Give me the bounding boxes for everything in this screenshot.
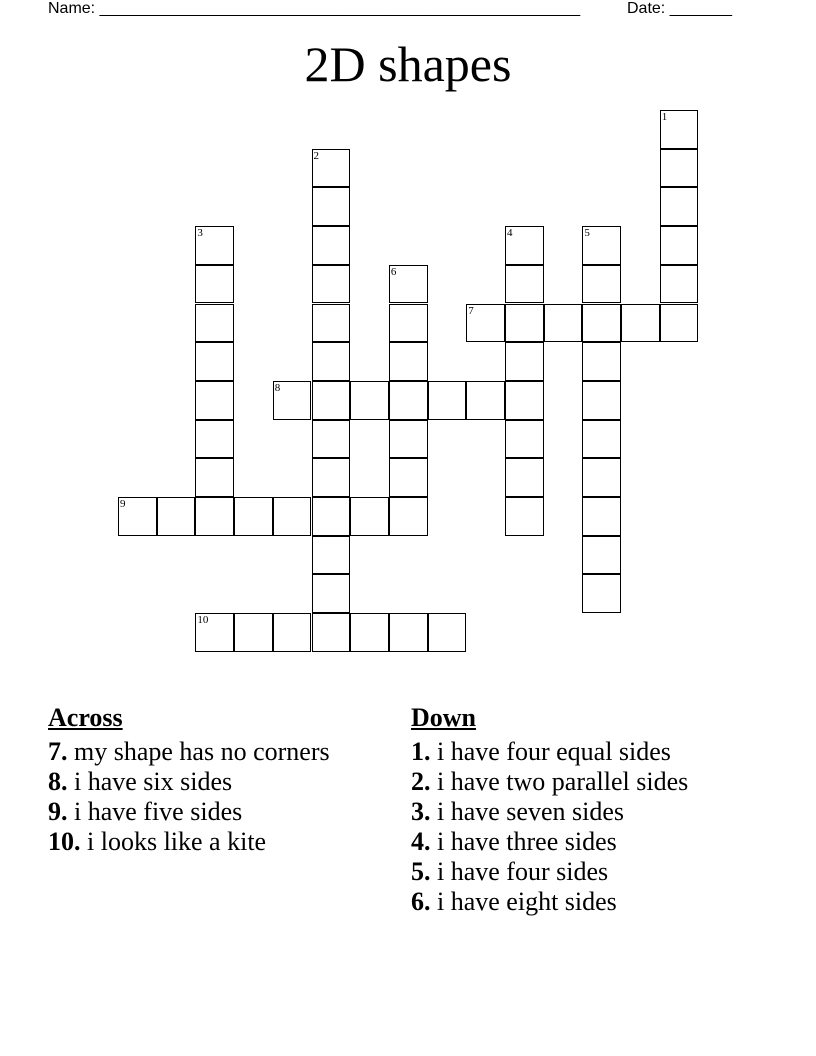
clue-number: 4. [411,827,431,856]
across-clues [48,702,330,857]
grid-cell[interactable] [234,613,273,652]
clue-number: 7. [48,737,68,766]
clue-text: i have three sides [437,827,617,856]
across-clue [48,827,330,857]
cell-number: 2 [313,149,319,162]
grid-cell[interactable] [466,304,505,343]
date-field-label: Date: _______ [627,0,732,17]
across-clue [48,767,330,797]
grid-cell[interactable] [350,497,389,536]
grid-cell[interactable] [312,149,351,188]
grid-cell[interactable] [389,497,428,536]
across-clue [48,797,330,827]
grid-cell[interactable] [582,381,621,420]
grid-cell[interactable] [118,497,157,536]
clue-text: i have four equal sides [437,737,671,766]
clue-number: 2. [411,767,431,796]
grid-cell[interactable] [428,381,467,420]
grid-cell[interactable] [389,420,428,459]
across-heading: Across [48,703,123,732]
clue-text: my shape has no corners [74,737,330,766]
grid-cell[interactable] [505,342,544,381]
grid-cell[interactable] [660,304,699,343]
clue-text: i have six sides [74,767,233,796]
clue-text: i looks like a kite [87,827,267,856]
grid-cell[interactable] [582,574,621,613]
grid-cell[interactable] [505,381,544,420]
grid-cell[interactable] [389,458,428,497]
grid-cell[interactable] [582,226,621,265]
grid-cell[interactable] [389,342,428,381]
clue-text: i have five sides [74,797,243,826]
clue-text: i have four sides [437,857,609,886]
grid-cell[interactable] [660,265,699,304]
grid-cell[interactable] [505,226,544,265]
grid-cell[interactable] [312,420,351,459]
grid-cell[interactable] [195,497,234,536]
down-clue [411,797,688,827]
grid-cell[interactable] [389,613,428,652]
grid-cell[interactable] [312,381,351,420]
across-clue [48,737,330,767]
down-clue [411,827,688,857]
down-clue [411,857,688,887]
grid-cell[interactable] [582,420,621,459]
grid-cell[interactable] [195,342,234,381]
grid-cell[interactable] [234,497,273,536]
clue-number: 10. [48,827,81,856]
grid-cell[interactable] [273,497,312,536]
grid-cell[interactable] [312,536,351,575]
clue-text: i have two parallel sides [437,767,689,796]
clue-number: 6. [411,887,431,916]
cell-number: 6 [390,265,397,278]
cell-number: 1 [661,111,668,123]
clue-number: 5. [411,857,431,886]
grid-cell[interactable] [389,265,428,304]
clue-text: i have eight sides [437,887,617,916]
grid-cell[interactable] [312,342,351,381]
grid-cell[interactable] [544,304,583,343]
grid-cell[interactable] [660,110,699,149]
grid-cell[interactable] [195,265,234,304]
name-field-label: Name: ______________________________________________________ [48,0,581,17]
grid-cell[interactable] [312,226,351,265]
grid-cell[interactable] [195,304,234,343]
grid-cell[interactable] [273,381,312,420]
grid-cell[interactable] [428,613,467,652]
grid-cell[interactable] [312,265,351,304]
down-clue [411,737,688,767]
cell-number: 10 [197,614,209,627]
grid-cell[interactable] [273,613,312,652]
grid-cell[interactable] [195,381,234,420]
grid-cell[interactable] [195,226,234,265]
grid-cell[interactable] [312,187,351,226]
clue-number: 9. [48,797,68,826]
grid-cell[interactable] [389,381,428,420]
grid-cell[interactable] [582,304,621,343]
down-heading: Down [411,703,477,732]
down-clue [411,767,688,797]
grid-cell[interactable] [157,497,196,536]
grid-cell[interactable] [505,420,544,459]
grid-cell[interactable] [466,381,505,420]
grid-cell[interactable] [350,613,389,652]
grid-cell[interactable] [389,304,428,343]
grid-cell[interactable] [582,265,621,304]
cell-number: 8 [274,381,281,394]
clue-number: 1. [411,737,431,766]
clue-text: i have seven sides [437,797,625,826]
clue-number: 3. [411,797,431,826]
cell-number: 5 [584,227,590,240]
grid-cell[interactable] [660,226,699,265]
down-clue [411,887,688,917]
grid-cell[interactable] [195,458,234,497]
grid-cell[interactable] [195,420,234,459]
page-title: 2D shapes [304,36,512,92]
down-clues [411,702,688,917]
cell-number: 7 [468,304,474,317]
grid-cell[interactable] [505,304,544,343]
clue-number: 8. [48,767,68,796]
grid-cell[interactable] [505,265,544,304]
grid-cell[interactable] [660,187,699,226]
grid-cell[interactable] [312,304,351,343]
grid-cell[interactable] [660,149,699,188]
grid-cell[interactable] [582,497,621,536]
grid-cell[interactable] [582,536,621,575]
grid-cell[interactable] [312,458,351,497]
grid-cell[interactable] [312,613,351,652]
grid-cell[interactable] [582,342,621,381]
grid-cell[interactable] [312,574,351,613]
grid-cell[interactable] [350,381,389,420]
grid-cell[interactable] [195,613,234,652]
grid-cell[interactable] [582,458,621,497]
cell-number: 3 [197,227,203,240]
grid-cell[interactable] [312,497,351,536]
grid-cell[interactable] [505,458,544,497]
grid-cell[interactable] [621,304,660,343]
grid-cell[interactable] [505,497,544,536]
cell-number: 4 [507,227,513,240]
cell-number: 9 [120,498,126,510]
